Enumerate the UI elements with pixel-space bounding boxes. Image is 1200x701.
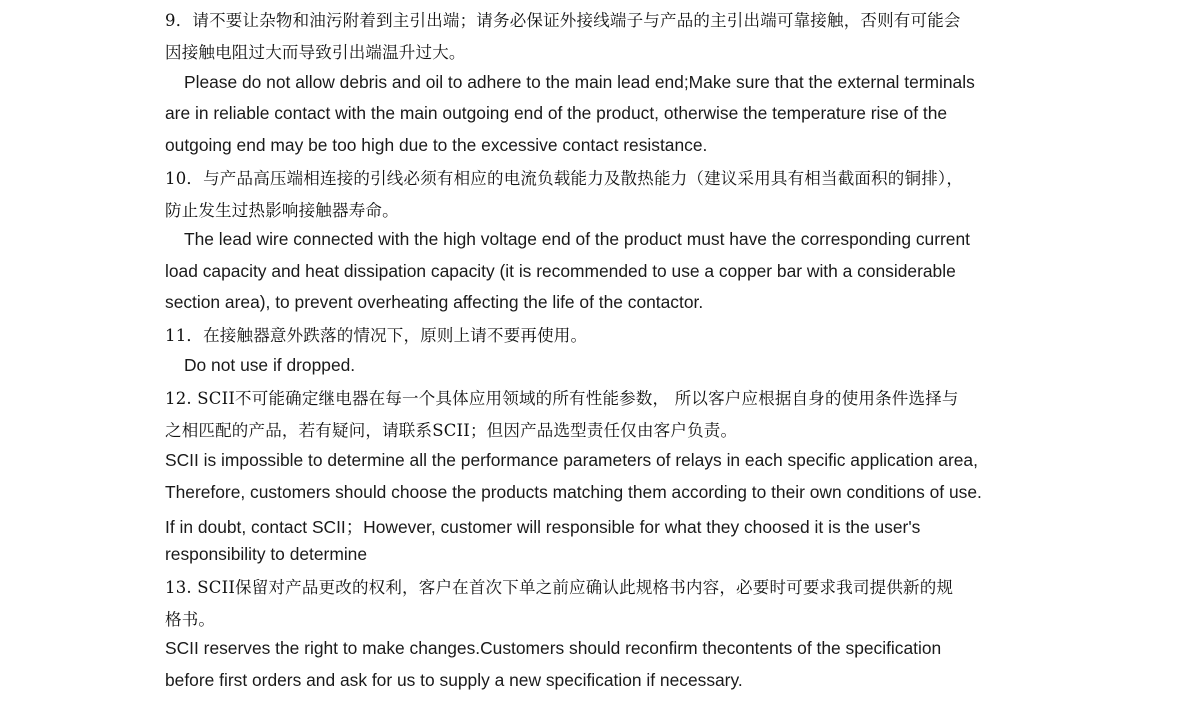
item-12-zh-line-1: 12. SCII不可能确定继电器在每一个具体应用领域的所有性能参数， 所以客户应根据自身的使用条件选择与: [165, 389, 959, 408]
item-9-zh-line-1: 9．请不要让杂物和油污附着到主引出端；请务必保证外接线端子与产品的主引出端可靠接触，否则有可能会: [165, 11, 961, 30]
item-10-en-line-3: section area), to prevent overheating affecting the life of the contactor.: [165, 292, 704, 312]
item-11-zh-line-1: 11．在接触器意外跌落的情况下，原则上请不要再使用。: [165, 326, 588, 345]
item-9-zh-line-2: 因接触电阻过大而导致引出端温升过大。: [165, 43, 466, 62]
item-10-zh-line-1: 10．与产品高压端相连接的引线必须有相应的电流负载能力及散热能力（建议采用具有相当截面积的铜排），: [165, 169, 964, 188]
item-9-en-line-3: outgoing end may be too high due to the excessive contact resistance.: [165, 135, 708, 155]
document-page: [165, 0, 1035, 701]
item-12-zh-line-2: 之相匹配的产品，若有疑问，请联系SCII；但因产品选型责任仅由客户负责。: [165, 421, 738, 440]
item-13-zh-line-1: 13. SCII保留对产品更改的权利，客户在首次下单之前应确认此规格书内容，必要时可要求我司提供新的规: [165, 578, 954, 597]
item-12-en-line-3: If in doubt, contact SCII；However, customer will responsible for what they choosed it is the user's: [165, 517, 921, 537]
item-9-en-line-1: Please do not allow debris and oil to adhere to the main lead end;Make sure that the external terminals: [184, 72, 975, 92]
item-10-zh-line-2: 防止发生过热影响接触器寿命。: [165, 201, 399, 220]
item-10-en-line-2: load capacity and heat dissipation capacity (it is recommended to use a copper bar with a considerable: [165, 261, 956, 281]
item-13-en-line-1: SCII reserves the right to make changes.Customers should reconfirm thecontents of the specification: [165, 638, 942, 658]
item-13-zh-line-2: 格书。: [165, 610, 216, 629]
item-13-en-line-2: before first orders and ask for us to supply a new specification if necessary.: [165, 670, 743, 690]
item-10-en-line-1: The lead wire connected with the high voltage end of the product must have the corresponding current: [184, 229, 970, 249]
item-12-en-line-1: SCII is impossible to determine all the performance parameters of relays in each specific application area,: [165, 450, 978, 470]
item-9-en-line-2: are in reliable contact with the main outgoing end of the product, otherwise the temperature rise of the: [165, 103, 948, 123]
item-12-en-line-2: Therefore, customers should choose the products matching them according to their own conditions of use.: [165, 482, 982, 502]
item-11-en-line-1: Do not use if dropped.: [184, 355, 356, 375]
item-12-en-line-4: responsibility to determine: [165, 544, 368, 564]
